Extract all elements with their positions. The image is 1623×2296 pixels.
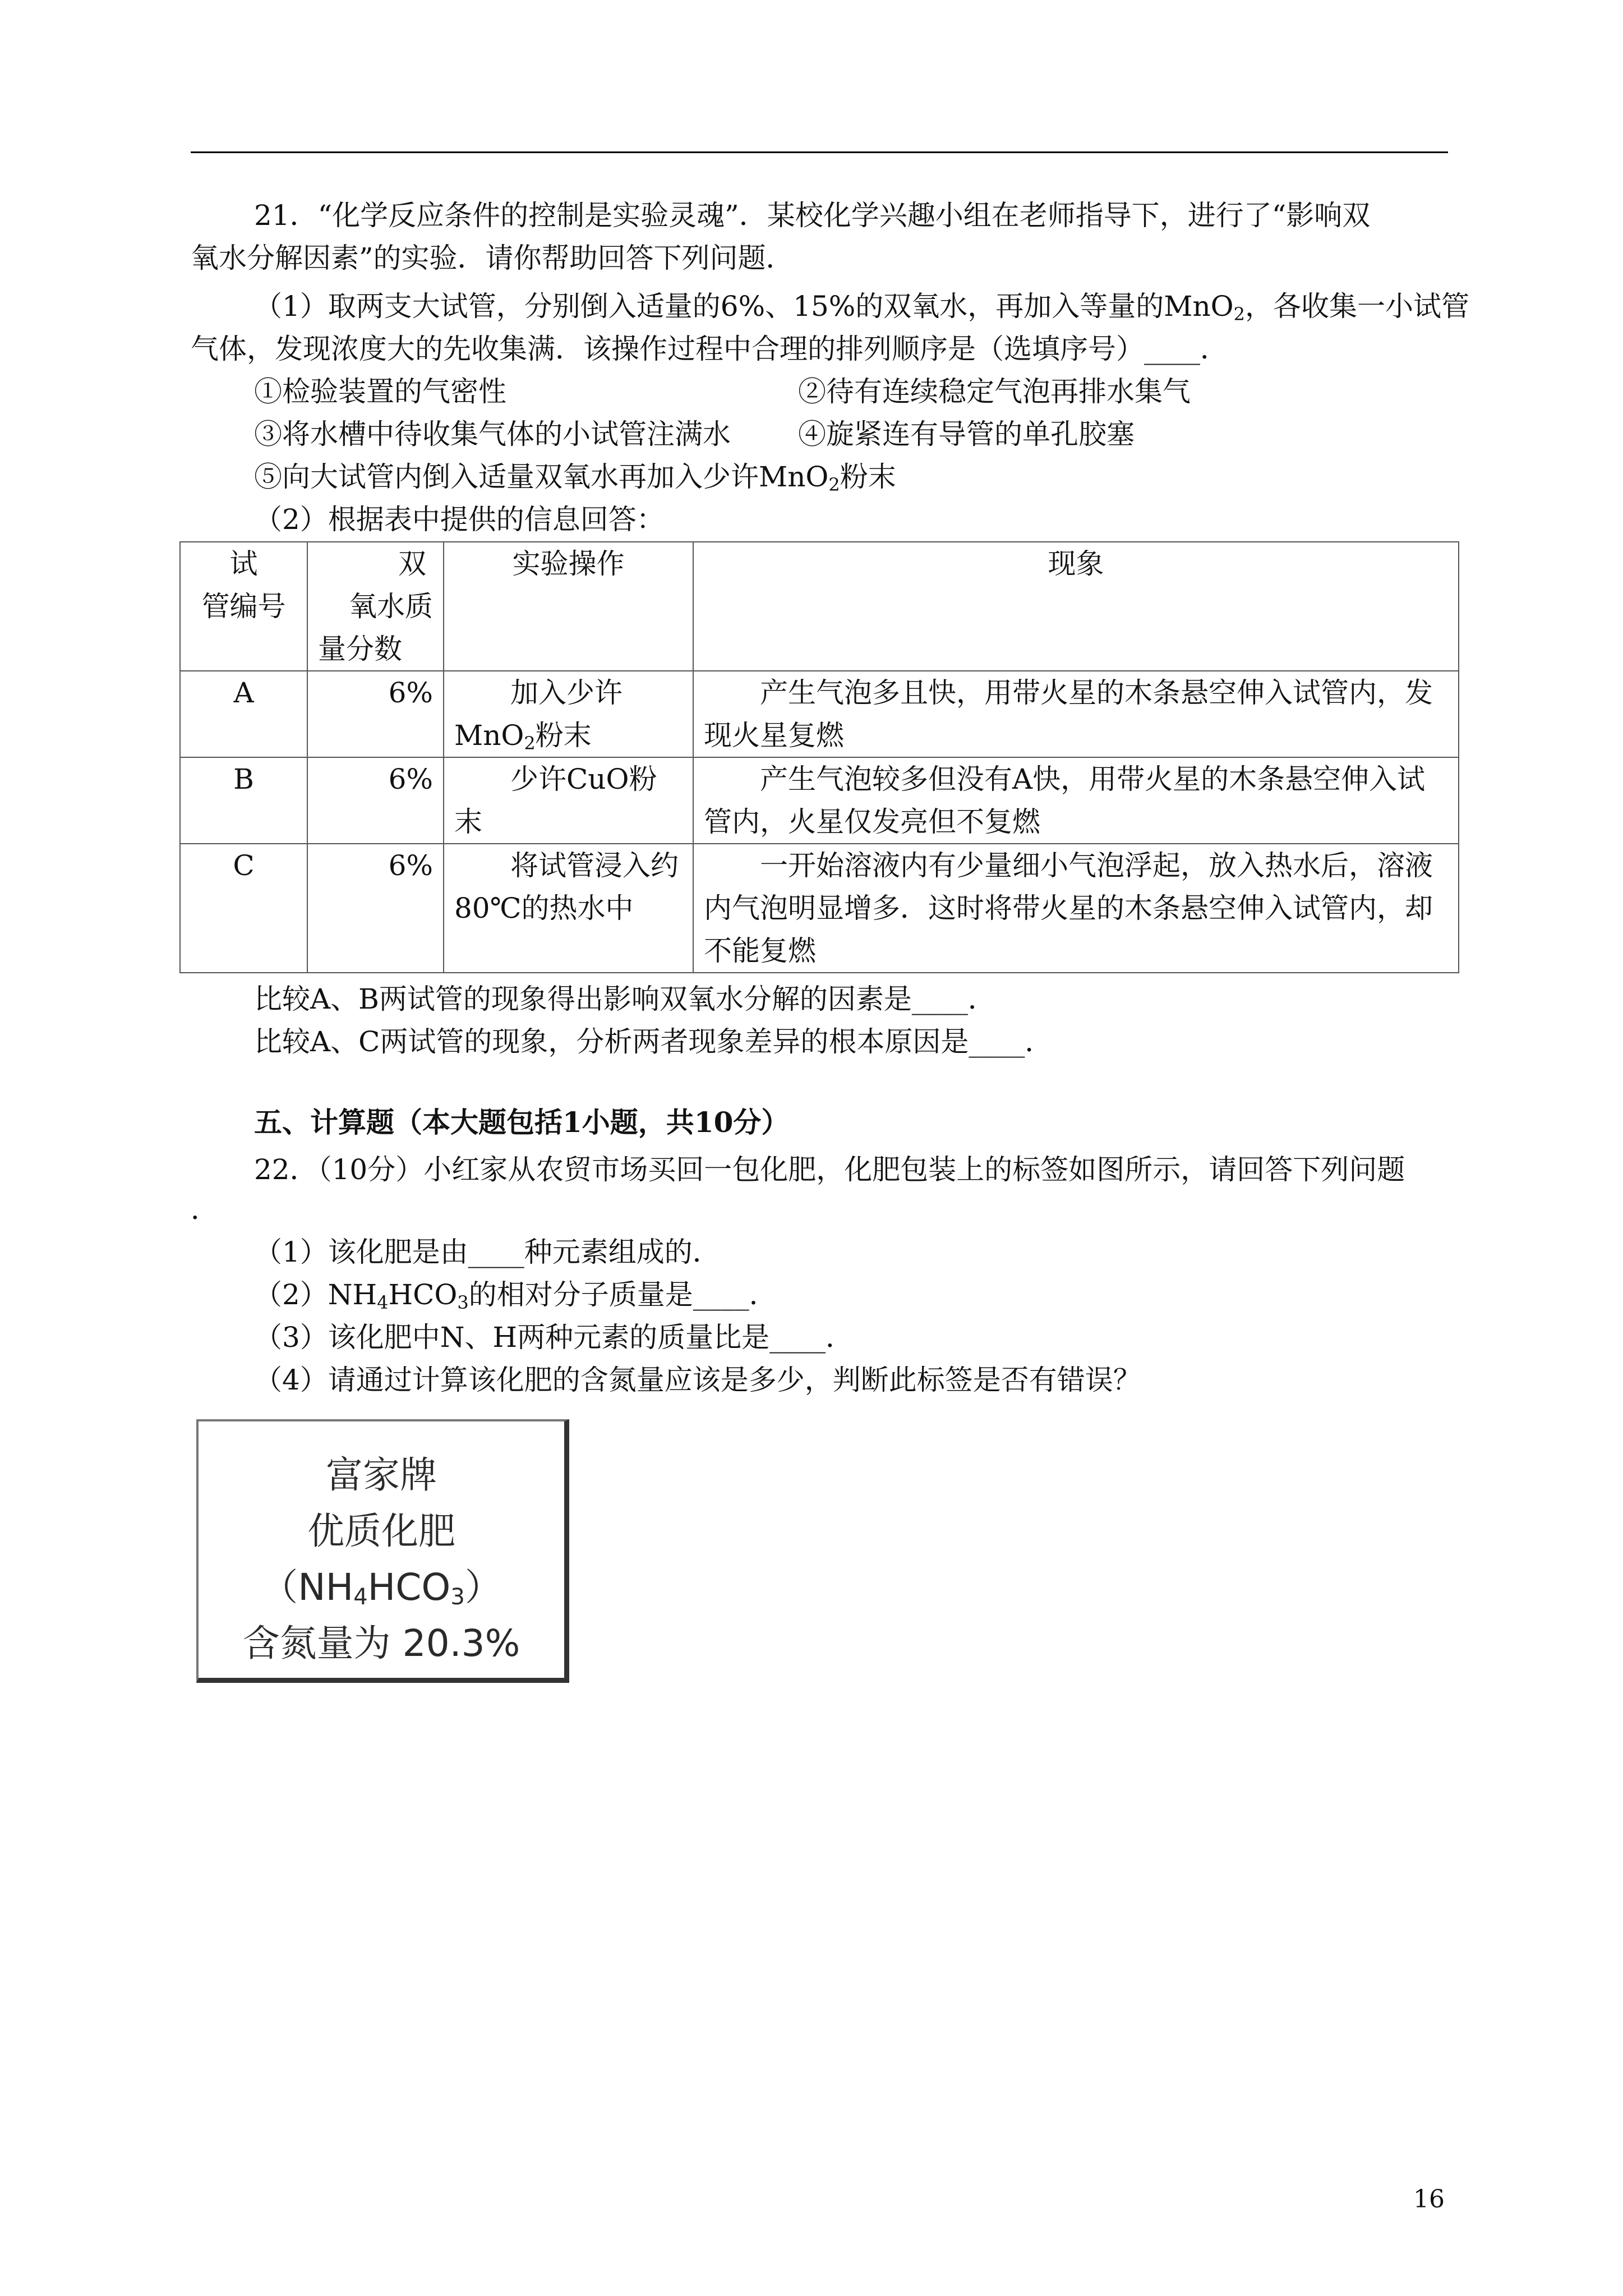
q21-part2-intro: （2）根据表中提供的信息回答： — [254, 503, 665, 536]
header-tube-id: 试 管编号 — [180, 542, 307, 671]
tube-id: C — [180, 844, 307, 973]
q22-intro-tail: ． — [191, 1193, 219, 1226]
concentration: 6% — [307, 757, 444, 844]
q21-part1-line1: （1）取两支大试管，分别倒入适量的6%、15%的双氧水，再加入等量的MnO$_2$，各收集一小试管 — [254, 290, 1470, 325]
option-3: ③将水槽中待收集气体的小试管注满水 — [254, 418, 731, 450]
fertilizer-label — [196, 1419, 569, 1683]
label-product: 优质化肥 — [307, 1510, 455, 1553]
option-5: ⑤向大试管内倒入适量双氧水再加入少许MnO$_2$粉末 — [254, 461, 896, 495]
option-1: ①检验装置的气密性 — [254, 375, 506, 408]
option-4: ④旋紧连有导管的单孔胶塞 — [798, 418, 1135, 450]
experiment-table — [179, 541, 1459, 973]
header-operation: 实验操作 — [444, 542, 693, 671]
tube-id: B — [180, 757, 307, 844]
compare-ab: 比较A、B两试管的现象得出影响双氧水分解的因素是____． — [254, 983, 996, 1015]
operation: 少许CuO粉末 — [444, 757, 693, 844]
q21-intro-line1: 21．“化学反应条件的控制是实验灵魂”．某校化学兴趣小组在老师指导下，进行了“影响双 — [254, 199, 1371, 232]
operation: 加入少许MnO$_2$粉末 — [444, 671, 693, 757]
table-row — [180, 757, 1459, 844]
header-concentration: 双 氧水质 量分数 — [307, 542, 444, 671]
label-brand: 富家牌 — [326, 1453, 437, 1497]
concentration: 6% — [307, 671, 444, 757]
q22-part1: （1）该化肥是由____种元素组成的． — [254, 1236, 721, 1268]
option-2: ②待有连续稳定气泡再排水集气 — [798, 375, 1191, 408]
table-header-row — [180, 542, 1459, 671]
phenomenon: 产生气泡较多但没有A快，用带火星的木条悬空伸入试管内，火星仅发亮但不复燃 — [693, 757, 1459, 844]
phenomenon: 一开始溶液内有少量细小气泡浮起，放入热水后，溶液内气泡明显增多．这时将带火星的木条悬空伸入试管内，却不能复燃 — [693, 844, 1459, 973]
label-nitrogen-content: 含氮量为 20.3% — [242, 1622, 520, 1665]
header-rule — [191, 151, 1448, 153]
concentration: 6% — [307, 844, 444, 973]
q22-part2: $(2)NH_4HCO_3$的相对分子质量是____． — [254, 1278, 777, 1313]
compare-ac: 比较A、C两试管的现象，分析两者现象差异的根本原因是____． — [254, 1025, 1053, 1058]
table-row — [180, 671, 1459, 757]
q21-part1-line2: 气体，发现浓度大的先收集满．该操作过程中合理的排列顺序是（选填序号）____． — [191, 333, 1228, 365]
table-row — [180, 844, 1459, 973]
operation: 将试管浸入约80℃的热水中 — [444, 844, 693, 973]
phenomenon: 产生气泡多且快，用带火星的木条悬空伸入试管内，发现火星复燃 — [693, 671, 1459, 757]
label-formula: $(NH_4HCO_3)$ — [261, 1566, 502, 1610]
page-number: 16 — [1413, 2185, 1445, 2214]
q21-intro-line2: 氧水分解因素”的实验．请你帮助回答下列问题． — [191, 242, 794, 274]
tube-id: A — [180, 671, 307, 757]
q22-part4: （4）请通过计算该化肥的含氮量应该是多少，判断此标签是否有错误？ — [254, 1364, 1141, 1396]
q22-part3: （3）该化肥中N、H两种元素的质量比是____． — [254, 1321, 854, 1354]
header-phenomenon: 现象 — [693, 542, 1459, 671]
q22-intro: 22．（10分）小红家从农贸市场买回一包化肥，化肥包装上的标签如图所示，请回答下列问题 — [254, 1153, 1405, 1186]
section-heading: 五、计算题（本大题包括1小题，共10分） — [254, 1106, 790, 1139]
